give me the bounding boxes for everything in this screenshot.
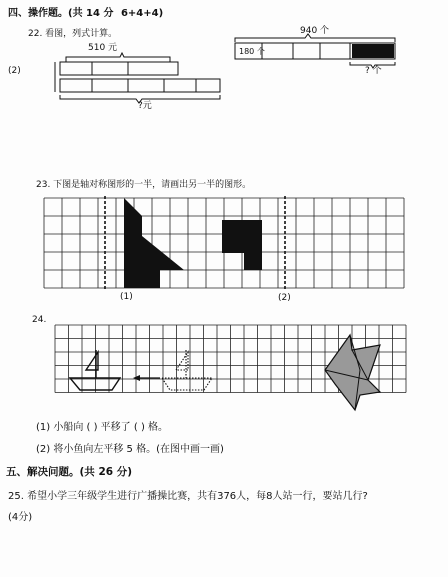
q24-boat — [70, 350, 120, 390]
q24-line1: (1) 小船向 ( ) 平移了 ( ) 格。 — [36, 422, 169, 433]
section4-scores: 6+4+4 — [120, 8, 159, 19]
q24-arrow — [133, 375, 160, 381]
q24-fish — [325, 335, 380, 410]
q23-fig1-label: (1) — [120, 292, 133, 302]
q22-right-unknown: ? 个 — [365, 66, 382, 76]
q23-label: 23. 下图是轴对称图形的一半，请画出另一半的图形。 — [36, 180, 252, 190]
q22-label: 22. 看图，列式计算。 — [28, 29, 118, 39]
q24-line2: (2) 将小鱼向左平移 5 格。(在图中画一画) — [36, 444, 224, 455]
section5-heading: 五、解决问题。(共 26 分) — [6, 466, 133, 478]
q24-label: 24. — [32, 315, 47, 325]
q23-fig2-label: (2) — [278, 293, 291, 303]
section4-title: 四、操作题。(共 14 分 — [8, 8, 114, 19]
q24-boat-dotted — [162, 350, 212, 390]
q22-bottom-total: ?元 — [138, 101, 152, 111]
q25-score: (4分) — [8, 512, 33, 523]
q22-top-total: 510 元 — [88, 43, 118, 53]
q22-part-label: (2) — [8, 66, 21, 76]
section4-heading-end: ) — [158, 8, 164, 19]
q22-right-known: 180 个 — [239, 47, 265, 56]
q25-text: 25. 希望小学三年级学生进行广播操比赛，共有376人，每8人站一行，要站几行? — [8, 491, 368, 502]
q22-right-total: 940 个 — [300, 26, 330, 36]
